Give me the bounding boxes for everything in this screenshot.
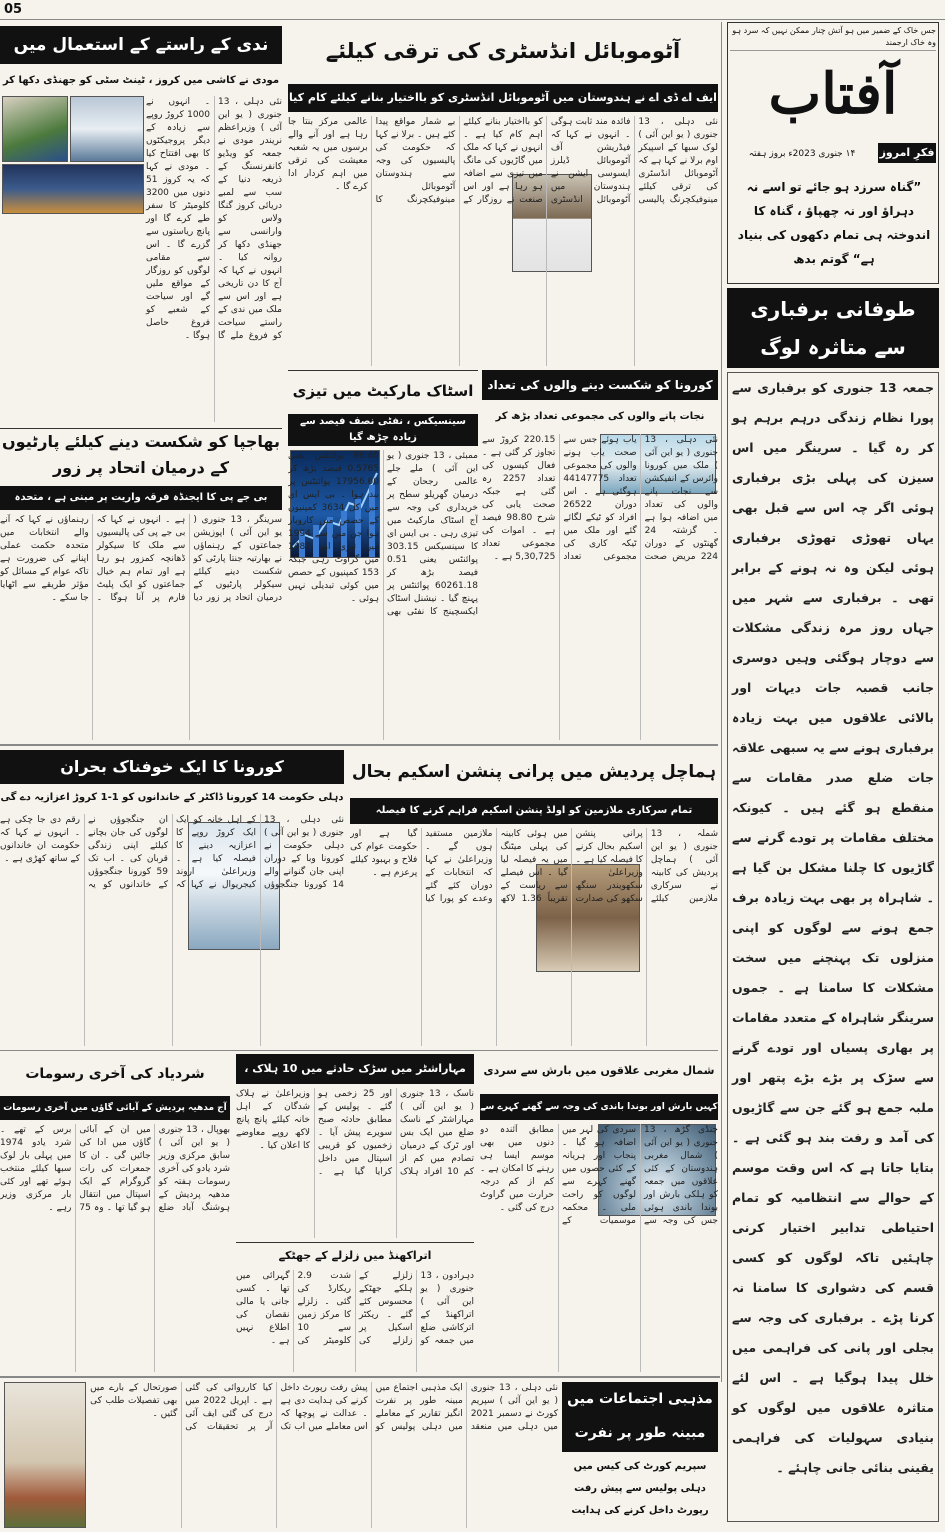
masthead-box [727, 22, 939, 284]
page-number: 05 [4, 2, 23, 17]
pension-subhead: تمام سرکاری ملازمین کو اولڈ پنشن اسکیم فراہم کرنے کا فیصلہ [350, 798, 718, 824]
right-column-divider [721, 22, 722, 1382]
religious-headline: مذہبی اجتماعات میں مبینہ طور پر نفرت [562, 1382, 718, 1452]
stock-headline: اسٹاک مارکیٹ میں تیزی [288, 370, 478, 410]
date-line: ۱۴ جنوری 2023ء بروز ہفتہ [748, 149, 856, 159]
rain-body: چنڈی گڑھ ، 13 جنوری ( یو این آئی ) شمال مغربی ہندوستان کے کئی علاقوں میں جمعہ کو ہلکی بارش اور بوندا باندی ہوئی جس کی وجہ سے سردی کی لہر میں اضافہ ہو گیا ۔ پنجاب اور ہریانہ کے کئی حصوں میں گھنے کہرے سے لوگوں کو راحت ملی ۔ محکمہ موسمیات کے مطابق آئندہ دو دنوں میں بھی موسم ایسا ہی رہنے کا امکان ہے ۔ کم از کم درجہ حرارت میں گراوٹ درج کی گئی ۔ [480, 1125, 718, 1226]
stock-subhead: سینسیکس ، نفٹی نصف فیصد سے زیادہ چڑھ گیا [288, 414, 478, 446]
corona-headline: کورونا کو شکست دینے والوں کی تعداد [482, 370, 718, 400]
pension-headline: ہماچل پردیش میں پرانی پنشن اسکیم بحال [351, 762, 717, 782]
daily-quote: ”گناہ سرزد ہو جائے تو اسے نہ دہراؤ اور نہ چھپاؤ ، گناہ کا اندوختہ ہی تمام دکھوں کی بنیاد ہے“ گوتم بدھ [737, 180, 931, 266]
maharashtra-headline: مہاراشٹر میں سڑک حادثے میں 10 ہلاک ، [236, 1054, 474, 1084]
mid-rule-2 [0, 1050, 718, 1051]
river-body: نئی دہلی ، 13 جنوری ( یو این آئی ) وزیراعظم نریندر مودی نے جمعہ کو ویڈیو کانفرنسنگ کے ذریعہ دنیا کے سب سے لمبے دریائی کروز گنگا ولاس کو وارانسی سے جھنڈی دکھا کر روانہ کیا ۔ انہوں نے کہا کہ آج کا دن تاریخی ہے اور اس سے ملک میں ندی کے راستے سیاحت کو فروغ ملے گا ۔ انہوں نے 1000 کروڑ روپے سے زیادہ کے دیگر پروجیکٹوں کا بھی افتتاح کیا ۔ مودی نے کہا کہ یہ کروز 51 دنوں میں 3200 کلومیٹر کا سفر طے کرے گا اور پانچ ریاستوں سے گزرے گا ۔ اس سے مقامی لوگوں کو روزگار کے مواقع ملیں گے اور سیاحت کے شعبے کو فروغ حاصل ہوگا ۔ [146, 97, 282, 341]
auto-headline: آٹوموبائل انڈسٹری کی ترقی کیلئے [325, 39, 681, 63]
bjp-subhead: بی جے پی کا ایجنڈہ فرقہ واریت پر مبنی ہے ، متحدہ [0, 486, 282, 510]
earthquake-body: دہرادون ، 13 جنوری ( یو این آئی ) اتراکھنڈ کے اترکاشی ضلع میں جمعہ کو زلزلے کے ہلکے جھٹکے محسوس کئے گئے ۔ ریکٹر اسکیل پر زلزلے کی شدت 2.9 ریکارڈ کی گئی ۔ زلزلے کا مرکز زمین سے 10 کلومیٹر کی گہرائی میں تھا ۔ کسی جانی یا مالی نقصان کی اطلاع نہیں ہے ۔ [236, 1271, 474, 1346]
shardiyad-body: بھوپال ، 13 جنوری ( یو این آئی ) سابق مرکزی وزیر شرد یادو کی آخری رسومات ہفتہ کو مدھیہ پردیش کے ہوشنگ آباد ضلع میں ان کے آبائی گاؤں میں ادا کی جائیں گی ۔ ان کا جمعرات کی رات گروگرام کے ایک اسپتال میں انتقال ہو گیا تھا ۔ وہ 75 برس کے تھے ۔ شرد یادو 1974 میں پہلی بار لوک سبھا کیلئے منتخب ہوئے تھے اور کئی بار مرکزی وزیر رہے ۔ [0, 1125, 230, 1213]
corona-subhead: نجات پانے والوں کی مجموعی تعداد بڑھ کر [495, 411, 705, 422]
mid-rule-1 [0, 744, 718, 746]
bjp-body: سرینگر ، 13 جنوری ( یو این آئی ) اپوزیشن جماعتوں کے رہنماؤں نے بھارتیہ جنتا پارٹی کو شکست دینے کیلئے سیکولر پارٹیوں کے درمیان اتحاد پر زور دیا ہے ۔ انہوں نے کہا کہ بی جے پی کی پالیسیوں سے ملک کا سیکولر ڈھانچہ کمزور ہو رہا ہے اور تمام ہم خیال جماعتوں کو ایک پلیٹ فارم پر آنا ہوگا ۔ رہنماؤں نے کہا کہ آنے والے انتخابات میں متحدہ حکمت عملی اپنانے کی ضرورت ہے تاکہ عوام کے مسائل کو مؤثر طریقے سے اٹھایا جا سکے ۔ [0, 515, 282, 603]
river-headline: ندی کے راستے کے استعمال میں [0, 26, 282, 64]
maharashtra-body: ناسک ، 13 جنوری ( یو این آئی ) مہاراشٹر کے ناسک ضلع میں ایک بس اور ٹرک کے درمیان تصادم میں کم از کم 10 افراد ہلاک اور 25 زخمی ہو گئے ۔ پولیس کے مطابق حادثہ صبح سویرے پیش آیا ۔ زخمیوں کو قریبی اسپتال میں داخل کرایا گیا ہے ۔ وزیراعلیٰ نے ہلاک شدگان کے اہل خانہ کیلئے پانچ پانچ لاکھ روپے معاوضے کا اعلان کیا ۔ [236, 1089, 474, 1177]
shardiyad-headline: شردیاد کی آخری رسومات [25, 1066, 205, 1082]
corona-body: نئی دہلی ، 13 جنوری ( یو این آئی ) ملک میں کورونا وائرس کے انفیکشن سے نجات پانے والوں کی تعداد میں اضافہ ہوا ہے ۔ گزشتہ 24 گھنٹوں کے دوران 224 مریض صحت یاب ہوئے جس سے صحت یاب ہونے والوں کی مجموعی تعداد 44147775 ہوگئی ہے ۔ اس دوران 26522 افراد کو ٹیکے لگائے گئے اور ملک میں ٹیکہ کاری کی مجموعی تعداد 220.15 کروڑ سے تجاوز کر گئی ہے ۔ فعال کیسوں کی تعداد 2257 رہ گئی ہے جبکہ صحت یابی کی شرح 98.80 فیصد ہے ۔ اموات کی مجموعی تعداد 5,30,725 ہے ۔ [482, 435, 718, 562]
masthead-title: آفتاب [768, 61, 898, 127]
covid-crisis-body: نئی دہلی ، 13 جنوری ( یو این آئی ) دہلی حکومت نے کورونا وبا کے دوران اپنی جان گنوانے والے 14 کورونا جنگجوؤں کے اہل خانہ کو ایک ایک کروڑ روپے کا اعزازیہ دینے کا فیصلہ کیا ہے ۔ وزیراعلیٰ اروند کیجریوال نے کہا کہ ان جنگجوؤں نے لوگوں کی جان بچانے کیلئے اپنی زندگی قربان کی ۔ اب تک 59 کورونا جنگجوؤں کے خاندانوں کو یہ رقم دی جا چکی ہے ۔ انہوں نے کہا کہ حکومت ان خاندانوں کے ساتھ کھڑی ہے ۔ [0, 815, 344, 890]
covid-crisis-subhead: دہلی حکومت 14 کورونا ڈاکٹر کے خاندانوں کو 1-1 کروڑ اعزازیہ دے گی [0, 792, 344, 803]
bottom-rule [0, 1376, 720, 1378]
rain-headline: شمال مغربی علاقوں میں بارش سے سردی [483, 1064, 715, 1077]
masthead-top-line: جس خاک کے ضمیر میں ہو آتش چنار ممکن نہیں کہ سرد ہو وہ خاک ارجمند [730, 25, 936, 51]
stock-body: ممبئی ، 13 جنوری ( یو این آئی ) ملے جلے عالمی رجحان کے درمیان گھریلو سطح پر خریداری کی وجہ سے آج اسٹاک مارکیٹ میں تیزی رہی ۔ بی ایس ای کا سینسیکس 303.15 پوائنٹس یعنی 0.51 فیصد بڑھ کر 60261.18 پوائنٹس پر پہنچ گیا ۔ نیشنل اسٹاک ایکسچینج کا نفٹی بھی 98.40 پوائنٹس یعنی 0.5765 فیصد بڑھ کر 17956.60 پوائنٹس پر بند ہوا ۔ بی ایس ای میں کل 3634 کمپنیوں کے حصص میں کاروبار ہوا جن میں سے 1994 میں تیزی اور 1487 میں گراوٹ رہی جبکہ 153 کمپنیوں کے حصص میں کوئی تبدیلی نہیں ہوئی ۔ [288, 451, 478, 617]
river-subhead: مودی نے کاشی میں کروز ، ٹینٹ سٹی کو جھنڈی دکھا کر [2, 75, 280, 86]
religious-body: نئی دہلی ، 13 جنوری ( یو این آئی ) سپریم کورٹ نے دسمبر 2021 میں دہلی میں منعقد ایک مذہبی اجتماع میں مبینہ طور پر نفرت انگیز تقاریر کے معاملے میں دہلی پولیس کو پیش رفت رپورٹ داخل کرنے کی ہدایت دی ہے ۔ عدالت نے پوچھا کہ اس معاملے میں اب تک کیا کارروائی کی گئی ہے ۔ اپریل 2022 میں درج کی گئی ایف آئی آر پر تحقیقات کی صورتحال کے بارے میں بھی تفصیلات طلب کی گئیں ۔ [90, 1383, 558, 1432]
auto-subhead: ایف اے ڈی اے نے ہندوستان میں آٹوموبائل انڈسٹری کو بااختیار بنانے کیلئے کام کیا [288, 84, 718, 112]
covid-crisis-headline: کورونا کا ایک خوفناک بحران [0, 750, 344, 784]
bjp-headline: بھاجپا کو شکست دینے کیلئے پارٹیوں کے درمیان اتحاد پر زور [0, 428, 282, 482]
religious-subhead: سپریم کورٹ کی کیس میں دہلی پولیس سے پیش رفت رپورٹ داخل کرنے کی ہدایت [571, 1461, 709, 1516]
supreme-court-photo [4, 1382, 86, 1528]
auto-body: نئی دہلی ، 13 جنوری ( یو این آئی ) لوک سبھا کے اسپیکر اوم برلا نے کہا ہے کہ آٹوموبائل انڈسٹری کی ترقی کیلئے مینوفیکچرنگ پالیسی فائدہ مند ثابت ہوگی ۔ انہوں نے کہا کہ فیڈریشن آف آٹوموبائل ڈیلرز ایسوسی ایشن نے ہندوستان میں آٹوموبائل انڈسٹری کو بااختیار بنانے کیلئے اہم کام کیا ہے ۔ انہوں نے کہا کہ ملک میں گاڑیوں کی مانگ میں تیزی سے اضافہ ہو رہا ہے اور اس صنعت نے روزگار کے بے شمار مواقع پیدا کئے ہیں ۔ برلا نے کہا کہ حکومت کی پالیسیوں کی وجہ سے ہندوستان آٹوموبائل مینوفیکچرنگ کا عالمی مرکز بنتا جا رہا ہے اور آنے والے برسوں میں یہ شعبہ معیشت کی ترقی میں اہم کردار ادا کرے گا ۔ [288, 117, 718, 205]
section-label: فکرِ امروز [878, 143, 936, 163]
editorial-headline: طوفانی برفباری سے متاثرہ لوگ [727, 288, 939, 368]
pension-body: شملہ ، 13 جنوری ( یو این آئی ) ہماچل پردیش کی کابینہ نے سرکاری ملازمین کیلئے پرانی پنشن اسکیم بحال کرنے کا فیصلہ کیا ہے ۔ وزیراعلیٰ سکھویندر سنگھ سکھو کی صدارت میں ہوئی کابینہ کی پہلی میٹنگ میں یہ فیصلہ لیا گیا ۔ اس فیصلے سے ریاست کے تقریباً 1.36 لاکھ ملازمین مستفید ہوں گے ۔ وزیراعلیٰ نے کہا کہ انتخابات کے دوران کئے گئے وعدے کو پورا کیا گیا ہے اور حکومت عوام کی فلاح و بہبود کیلئے پرعزم ہے ۔ [350, 829, 718, 904]
top-rule [0, 19, 945, 20]
editorial-body: جمعہ 13 جنوری کو برفباری سے پورا نظام زندگی درہم برہم ہو کر رہ گیا ۔ سرینگر میں اس سیزن کی پہلی بڑی برفباری ہوئی اگر چہ اس سے قبل بھی یہاں تھوڑی تھوڑی برفباری ہوئی لیکن وہ نہ ہونے کے برابر تھی ۔ برفباری سے شہر میں جہاں روز مرہ زندگی مشکلات سے دوچار ہوگئی وہیں دوسری جانب قصبہ جات دیہات اور بالائی علاقوں میں بہت زیادہ برفباری ہونے سے یہ سبھی علاقہ جات ضلع صدر مقامات سے منقطع ہو گئے ہیں ۔ کیونکہ مختلف مقامات پر تودے گرنے سے گاڑیوں کا چلنا مشکل بن گیا ہے ۔ شاہراہ پر بھی بہت زیادہ برف جمع ہونے سے لوگوں کو اپنی منزلوں تک پہنچنے میں سخت مشکلات کا سامنا ہے ۔ جموں سرینگر شاہراہ کے متعدد مقامات پر بھاری پسیاں اور تودے گرنے سے سڑک پر بڑے بڑے پتھر اور ملبہ جمع ہو گئے جن سے گاڑیوں کی آمد و رفت بند ہو گئی ہے ۔ بتایا جاتا ہے کہ اس وقت موسم کے حوالے سے انتظامیہ کو تمام احتیاطی تدابیر اختیار کرنی چاہئیں تاکہ لوگوں کو کسی قسم کی دشواری کا سامنا نہ کرنا پڑے ۔ برفباری کی وجہ سے بجلی اور پانی کی فراہمی میں خلل پیدا ہوگیا ہے ۔ اس لئے متاثرہ علاقوں میں لوگوں کو بنیادی سہولیات کی فراہمی یقینی بنائی جانی چاہئے ۔ [727, 372, 939, 1522]
rain-subhead: کہیں بارش اور بوندا باندی کی وجہ سے گھنے کہرے سے [480, 1094, 718, 1120]
shardiyad-subhead: آج مدھیہ پردیش کے آبائی گاؤں میں آخری رسومات [0, 1096, 230, 1120]
earthquake-headline: اتراکھنڈ میں زلزلے کے جھٹکے [236, 1242, 474, 1268]
